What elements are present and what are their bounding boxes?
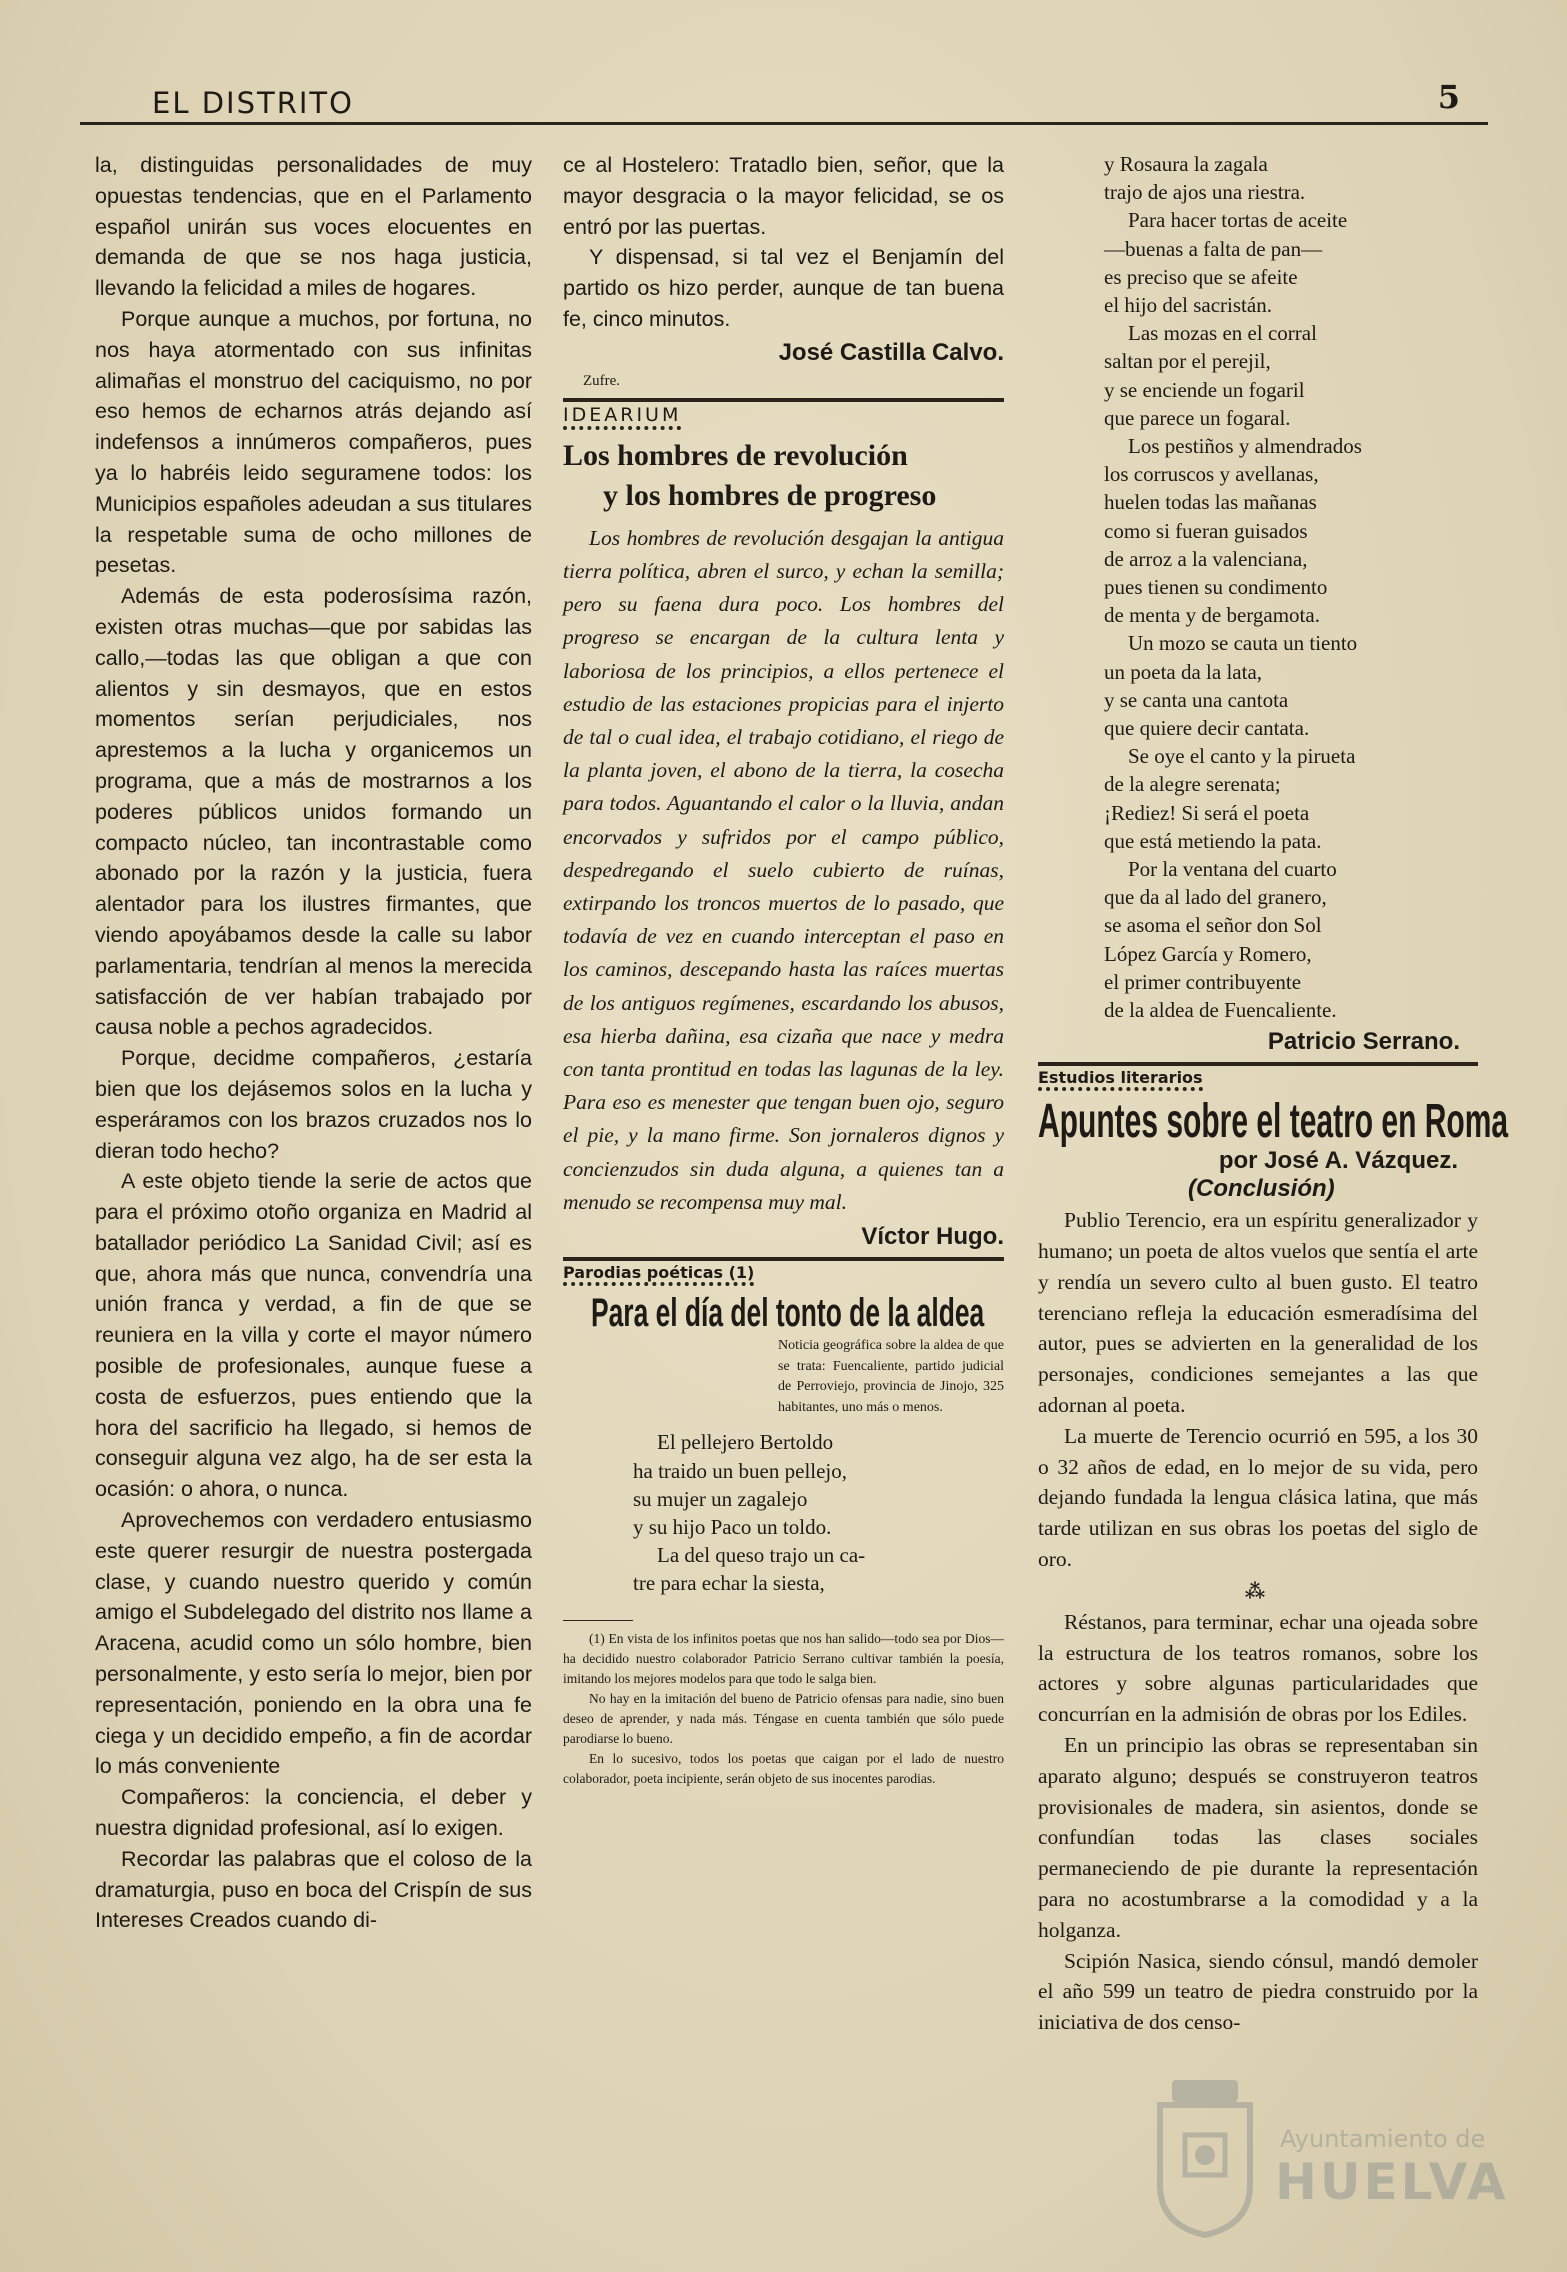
poem-line: López García y Romero,: [1104, 941, 1312, 966]
poem-line: ¡Rediez! Si será el poeta: [1104, 800, 1310, 825]
paragraph: ce al Hostelero: Tratadlo bien, señor, que la mayor desgracia o la mayor felicidad, se os entró por las puertas.: [563, 153, 1004, 239]
poem-line: Un mozo se cauta un tiento: [1128, 631, 1358, 656]
headline-revolucion: [563, 436, 1004, 516]
watermark-line1: Ayuntamiento de: [1280, 2125, 1486, 2153]
poem-line: y su hijo Paco un toldo.: [633, 1515, 832, 1540]
poem-line: como si fueran guisados: [1104, 518, 1308, 543]
paragraph: Y dispensad, si tal vez el Benjamín del partido os hizo perder, aunque de tan buena fe, cinco minutos.: [563, 245, 1004, 331]
poem-line: y Rosaura la zagala: [1104, 152, 1268, 176]
divider: [563, 1257, 1004, 1261]
paragraph: Porque aunque a muchos, por fortuna, no nos haya atormentado con sus infinitas alimañas el monstruo del caciquismo, no por eso hemos de echarnos atrás dejando así indefensos a innúmeros compañeros, pues ya lo habréis leido seguramene todos: los Municipios españoles adeudan a sus titulares la respetable suma de ocho millones de pesetas.: [95, 306, 532, 578]
paragraph: La muerte de Terencio ocurrió en 595, a los 30 o 32 años de edad, en lo mejor de su vida, pero dejando fundada la lengua clásica latina, que más tarde utilizan en sus obras los poetas del siglo de oro.: [1038, 1423, 1478, 1572]
conclusion-label: (Conclusión): [1188, 1175, 1335, 1203]
parodia-headline: Para el día del tonto de la aldea: [591, 1291, 985, 1336]
teatro-headline-wrap: [1038, 1095, 1509, 1149]
teatro-headline: Apuntes sobre el teatro en Roma: [1038, 1095, 1509, 1149]
paragraph: En un principio las obras se representaban sin aparato alguno; después se construyeron teatros provisionales de madera, sin asientos, donde se confundían todas las clases sociales permaneciendo de pie durante la representación para no acostumbrarse a la comodidad y a la holganza.: [1038, 1733, 1478, 1942]
paragraph: Además de esta poderosísima razón, existen otras muchas—que por sabidas las callo,—todas las que obligan a que con alientos y sin desmayos, que en estos momentos serían perjudiciales, nos aprestemos a la lucha y organicemos un programa, que a más de mostrarnos a los poderes públicos unidos formando un compacto núcleo, tan incontrastable como abonado por la razón y la justicia, fuera alentador para los ilustres firmantes, que viendo apoyábamos desde la calle su labor parlamentaria, tendrían al menos la merecida satisfacción de ver habían trabajado por causa noble a pechos agradecidos.: [95, 584, 532, 1040]
watermark-line2: HUELVA: [1275, 2153, 1509, 2211]
paragraph: Réstanos, para terminar, echar una ojeada sobre la estructura de los teatros romanos, sobre los actores y sobre algunas particularidades que concurrían en la admisión de obras por los Ediles.: [1038, 1609, 1478, 1727]
poem-line: es preciso que se afeite: [1104, 264, 1298, 289]
footnote: En lo sucesivo, todos los poetas que caigan por el lado de nuestro colaborador, poeta incipiente, serán objeto de sus inocentes parodias.: [563, 1750, 1004, 1786]
poem-line: trajo de ajos una riestra.: [1104, 180, 1306, 205]
poem-line: y se enciende un fogaril: [1104, 377, 1305, 402]
column-3: [1038, 150, 1509, 2038]
poem-line: que parece un fogaral.: [1104, 405, 1291, 430]
parodia-headline-wrap: [563, 1290, 1004, 1336]
footnote-rule: [563, 1620, 633, 1621]
poem-line: que está metiendo la pata.: [1104, 828, 1322, 853]
footnote: No hay en la imitación del bueno de Patricio ofensas para nadie, sino buen deseo de aprender, y nada más. Téngase en cuenta también que sólo puede parodiarse lo bueno.: [563, 1690, 1004, 1746]
poem-line: pues tienen su condimento: [1104, 575, 1328, 600]
poem-line: de la alegre serenata;: [1104, 772, 1281, 797]
poem-line: de arroz a la valenciana,: [1104, 546, 1308, 571]
poem-line: huelen todas las mañanas: [1104, 490, 1317, 515]
poem-line: que da al lado del granero,: [1104, 885, 1327, 910]
paragraph: Scipión Nasica, siendo cónsul, mandó demoler el año 599 un teatro de piedra construido por la iniciativa de dos censo-: [1038, 1948, 1478, 2035]
poem-line: Para hacer tortas de aceite: [1128, 208, 1348, 233]
divider: [563, 398, 1004, 402]
poem-line: el hijo del sacristán.: [1104, 293, 1272, 318]
signature-victor-hugo: Víctor Hugo.: [861, 1223, 1004, 1251]
signature-castilla: José Castilla Calvo.: [778, 338, 1004, 366]
paragraph: A este objeto tiende la serie de actos que para el próximo otoño organiza en Madrid al batallador periódico La Sanidad Civil; así es que, ahora más que nunca, convendría una unión franca y verdad, a fin de que se reuniera en la villa y corte el mayor número posible de profesionales, aunque fuese a costa de esfuerzos, pues entiendo que la hora del sacrificio ha llegado, si hemos de conseguir alguna vez algo, ha de ser esta la ocasión: o ahora, o nunca.: [95, 1169, 532, 1502]
newspaper-title: EL DISTRITO: [152, 86, 354, 120]
poem-line: un poeta da la lata,: [1104, 659, 1263, 684]
signature-serrano: Patricio Serrano.: [1267, 1028, 1460, 1056]
poem-line: Las mozas en el corral: [1128, 321, 1317, 346]
poem-line: de la aldea de Fuencaliente.: [1104, 998, 1337, 1023]
poem-line: Los pestiños y almendrados: [1128, 434, 1362, 459]
column-1: [95, 150, 532, 1936]
headline-line: Los hombres de revolución: [563, 438, 908, 472]
poem-line: ha traido un buen pellejo,: [633, 1458, 848, 1483]
masthead: [80, 78, 1488, 125]
poem-line: El pellejero Bertoldo: [657, 1430, 834, 1455]
column-2: [563, 150, 1004, 1789]
poem-part-1: [633, 1428, 1004, 1597]
poem-line: Por la ventana del cuarto: [1128, 857, 1337, 882]
headline-line: y los hombres de progreso: [603, 478, 937, 512]
idearium-text: Los hombres de revolución desgajan la antigua tierra política, abren el surco, y echan la semilla; pero su faena dura poco. Los hombres del progreso se encargan de la cultura lenta y laboriosa de los principios, a ellos pertenece el estudio de las estaciones propicias para el injerto de tal o cual idea, el trabajo cotidiano, el riego de la planta joven, el abono de la tierra, la cosecha para todos. Aguantando el calor o la lluvia, andan encorvados y sufridos por el campo público, despedregando el suelo cubierto de ruínas, extirpando los troncos muertos de lo pasado, que todavía de vez en cuando interceptan el paso en los caminos, descepando hasta las raíces muertas de los antiguos regímenes, escardando los abusos, esa hierba dañina, esa cizaña que nace y medra con tanta prontitud en todas las lagunas de la ley. Para eso es menester que tengan buen ojo, seguro el pie, y la mano firme. Son jornaleros dignos y concienzudos sin duda alguna, a quienes tan a menudo se recompensa muy mal.: [563, 525, 1004, 1214]
poem-line: su mujer un zagalejo: [633, 1486, 808, 1511]
poem-line: que quiere decir cantata.: [1104, 716, 1310, 741]
paragraph: Compañeros: la conciencia, el deber y nuestra dignidad profesional, así lo exigen.: [95, 1785, 532, 1841]
paragraph: Aprovechemos con verdadero entusiasmo este querer resurgir de nuestra postergada clase, y cuando nuestro querido y común amigo el Subdelegado del distrito nos llame a Aracena, acudid como un sólo hombre, bien personalmente, y esto sería lo mejor, bien por representación, poniendo en la obra una fe ciega y un decidido empeño, a fin de acordar lo más conveniente: [95, 1508, 532, 1779]
parodia-note: Noticia geográfica sobre la aldea de que se trata: Fuencaliente, partido judicial de Perroviejo, provincia de Jinojo, 325 habitantes, uno más o menos.: [778, 1338, 1004, 1415]
poem-line: los corruscos y avellanas,: [1104, 462, 1319, 487]
section-stars: ⁂: [1244, 1578, 1272, 1603]
poem-part-2: [1104, 150, 1478, 1024]
poem-line: saltan por el perejil,: [1104, 349, 1271, 374]
paragraph: Porque, decidme compañeros, ¿estaría bien que los dejásemos solos en la lucha y esperáramos con los brazos cruzados nos lo dieran todo hecho?: [95, 1046, 532, 1163]
byline: por José A. Vázquez.: [1218, 1147, 1458, 1175]
section-tag-parodias: Parodias poéticas (1): [563, 1263, 754, 1286]
shield-icon: [1150, 2075, 1260, 2240]
poem-line: Se oye el canto y la pirueta: [1128, 744, 1356, 769]
paragraph: Recordar las palabras que el coloso de la dramaturgia, puso en boca del Crispín de sus Intereses Creados cuando di-: [95, 1846, 532, 1933]
paragraph: Publio Terencio, era un espíritu generalizador y humano; un poeta de altos vuelos que sentía el arte y rendía un severo culto al buen gusto. El teatro terenciano refleja la educación esmeradísima del autor, pues se advierten en la generalidad de los personajes, condiciones semejantes a las que adornan al poeta.: [1038, 1208, 1478, 1418]
poem-line: el primer contribuyente: [1104, 969, 1302, 994]
paragraph: la, distinguidas personalidades de muy opuestas tendencias, que en el Parlamento español unirán sus voces elocuentes en demanda de que se nos haga justicia, llevando la felicidad a miles de hogares.: [95, 153, 532, 301]
page-number: 5: [1437, 78, 1460, 116]
poem-line: y se canta una cantota: [1104, 687, 1289, 712]
poem-line: La del queso trajo un ca-: [657, 1543, 866, 1568]
poem-line: tre para echar la siesta,: [633, 1571, 825, 1596]
divider: [1038, 1062, 1478, 1066]
section-tag-idearium: IDEARIUM: [563, 404, 681, 430]
footnote: (1) En vista de los infinitos poetas que nos han salido—todo sea por Dios—ha decidido nuestro colaborador Patricio Serrano cultivar también la poesía, imitando los mejores modelos para que todo le salga bien.: [563, 1630, 1004, 1686]
footnotes: [563, 1629, 1004, 1789]
ayuntamiento-watermark: [1150, 2075, 1509, 2240]
poem-line: de menta y de bergamota.: [1104, 603, 1320, 628]
poem-line: —buenas a falta de pan—: [1104, 236, 1323, 261]
section-tag-estudios: Estudios literarios: [1038, 1068, 1203, 1091]
place-zufre: Zufre.: [583, 372, 621, 389]
poem-line: se asoma el señor don Sol: [1104, 913, 1322, 938]
